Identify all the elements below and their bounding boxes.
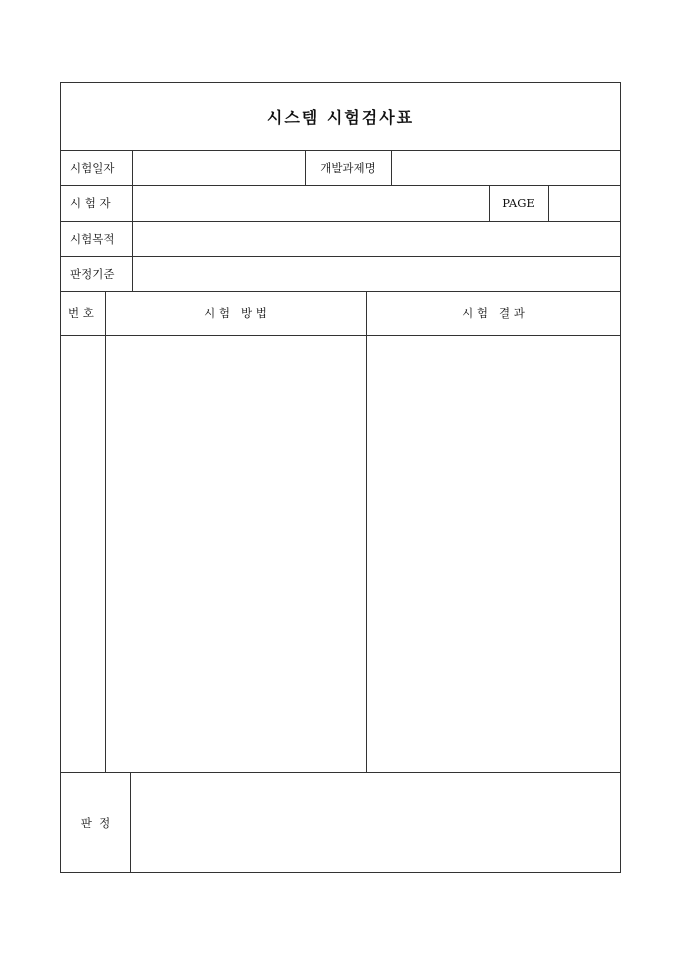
test-date-label: 시험일자 bbox=[70, 160, 115, 175]
judgment-field[interactable] bbox=[131, 773, 621, 873]
result-column-cell[interactable] bbox=[367, 336, 621, 772]
judgment-label: 판 정 bbox=[80, 815, 111, 830]
purpose-label: 시험목적 bbox=[70, 231, 115, 246]
page-label: PAGE bbox=[502, 196, 535, 210]
project-name-label: 개발과제명 bbox=[320, 160, 376, 175]
document-title: 시스템 시험검사표 bbox=[266, 108, 415, 127]
method-column-header: 시 험 방 법 bbox=[204, 306, 267, 320]
method-column-cell[interactable] bbox=[106, 336, 366, 772]
number-column-cell[interactable] bbox=[61, 336, 105, 772]
criteria-label: 판정기준 bbox=[70, 266, 115, 281]
purpose-field[interactable] bbox=[133, 222, 621, 256]
page-field[interactable] bbox=[549, 186, 621, 221]
project-name-field[interactable] bbox=[392, 151, 621, 185]
test-inspection-sheet bbox=[60, 82, 621, 873]
criteria-field[interactable] bbox=[133, 257, 621, 291]
test-date-field[interactable] bbox=[133, 151, 305, 185]
number-column-header: 번 호 bbox=[68, 306, 94, 320]
tester-field[interactable] bbox=[133, 186, 489, 221]
result-column-header: 시 험 결 과 bbox=[462, 306, 525, 320]
tester-label: 시 험 자 bbox=[70, 196, 111, 210]
